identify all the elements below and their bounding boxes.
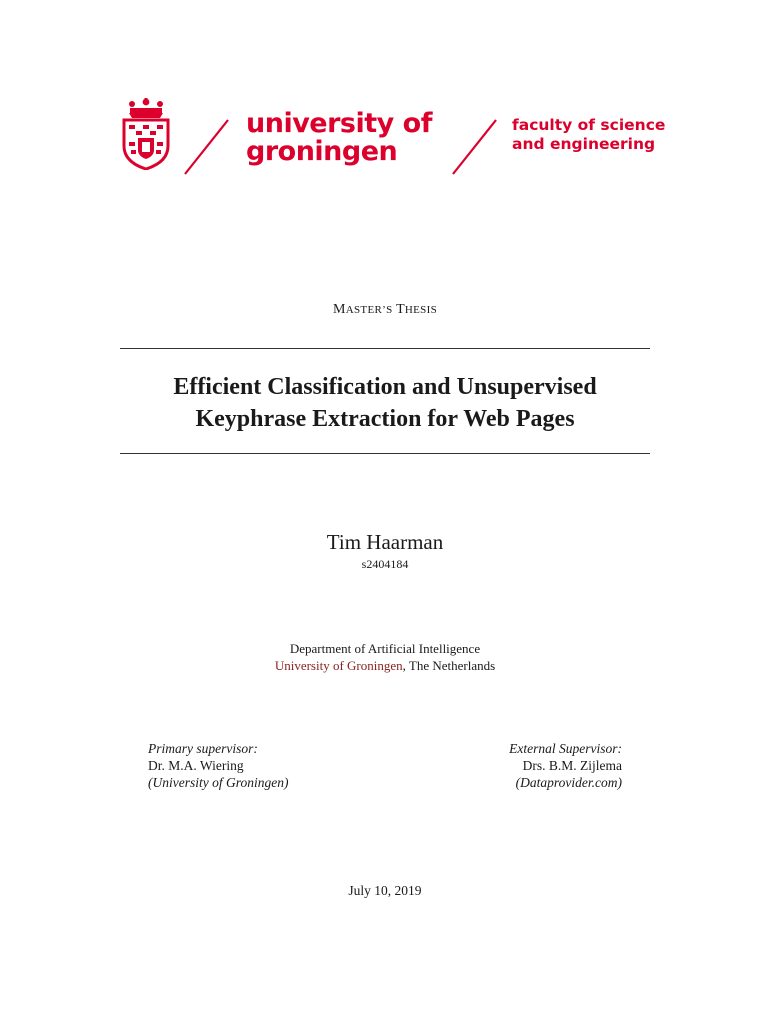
university-wordmark-line2: groningen xyxy=(246,136,398,167)
external-supervisor-org: (Dataprovider.com) xyxy=(515,775,622,790)
external-supervisor-block xyxy=(470,740,622,791)
faculty-wordmark-line2: and engineering xyxy=(512,135,656,153)
thesis-type-aster: ASTER xyxy=(345,304,383,316)
slash-divider-1 xyxy=(182,118,232,176)
thesis-type-m: M xyxy=(333,302,346,317)
thesis-type-t: T xyxy=(396,302,405,317)
primary-supervisor-block xyxy=(148,740,288,791)
university-wordmark xyxy=(246,110,432,166)
university-link[interactable]: University of Groningen xyxy=(274,658,403,673)
title-rule-top xyxy=(120,348,650,349)
thesis-title xyxy=(100,371,670,435)
submission-date: July 10, 2019 xyxy=(348,883,422,898)
external-supervisor-role: External Supervisor: xyxy=(509,741,622,756)
title-rule-bottom xyxy=(120,453,650,454)
faculty-wordmark xyxy=(512,116,665,154)
thesis-type-hesis: HESIS xyxy=(404,304,437,316)
university-country-line xyxy=(0,657,770,674)
primary-supervisor-name: Dr. M.A. Wiering xyxy=(148,758,244,773)
university-wordmark-line1: university of xyxy=(246,108,432,139)
thesis-type-apostrophe-s: ’S xyxy=(382,304,393,316)
faculty-wordmark-line1: faculty of science xyxy=(512,116,666,134)
university-crest-logo xyxy=(120,98,172,170)
country-text: , The Netherlands xyxy=(402,658,496,673)
thesis-title-line1: Efficient Classification and Unsupervised xyxy=(173,374,597,400)
affiliation-block xyxy=(0,640,770,674)
thesis-type-heading xyxy=(0,302,770,318)
student-id: s2404184 xyxy=(361,557,409,571)
primary-supervisor-org: (University of Groningen) xyxy=(148,775,289,790)
thesis-title-line2: Keyphrase Extraction for Web Pages xyxy=(195,406,575,432)
primary-supervisor-role: Primary supervisor: xyxy=(148,741,258,756)
external-supervisor-name: Drs. B.M. Zijlema xyxy=(522,758,622,773)
author-name: Tim Haarman xyxy=(326,530,444,554)
department-name: Department of Artificial Intelligence xyxy=(289,641,481,656)
slash-divider-2 xyxy=(450,118,500,176)
